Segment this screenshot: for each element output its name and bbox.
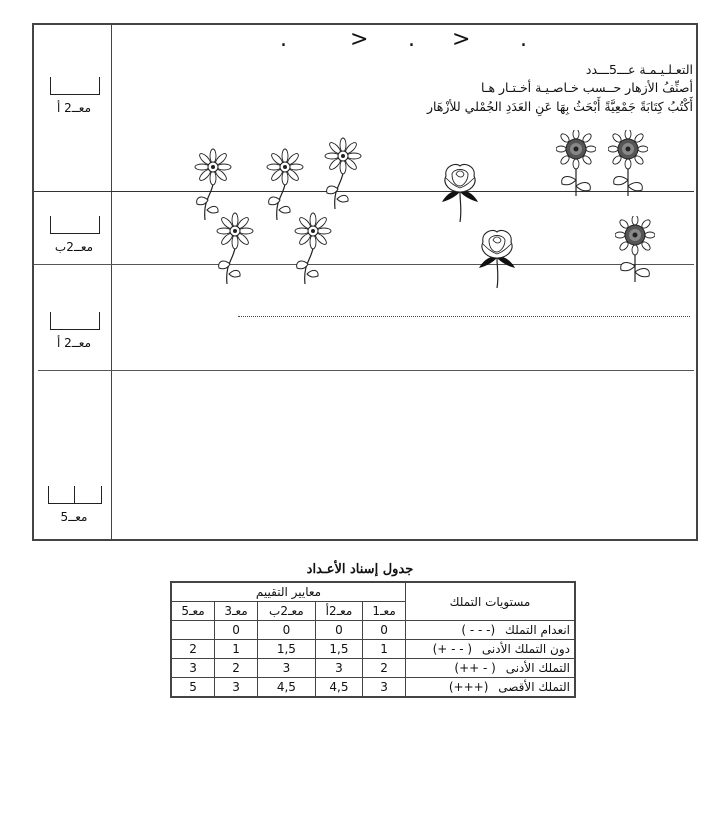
score-cell: 5: [171, 678, 215, 698]
daisy-icon: [293, 212, 333, 286]
level-cell: التملك الأدنى (++ - ): [406, 659, 576, 678]
criterion-box-4: [44, 484, 104, 524]
rose-icon: [438, 162, 482, 224]
criterion-header: معـ2أ: [315, 602, 362, 621]
criterion-label: معــ5: [60, 510, 88, 524]
col-header-levels: مستويات التملك: [406, 582, 576, 621]
symbol-dot: .: [408, 27, 415, 52]
score-cell: 2: [363, 659, 406, 678]
score-cell: 3: [215, 678, 258, 698]
score-cell: 4,5: [315, 678, 362, 698]
rose-icon: [475, 228, 519, 290]
table-row: [171, 640, 575, 659]
criterion-header: معـ5: [171, 602, 215, 621]
table-row: [171, 659, 575, 678]
score-cell: 3: [257, 659, 315, 678]
score-cell: 1: [363, 640, 406, 659]
comparison-symbols: [280, 27, 550, 55]
symbol-dot: .: [280, 27, 287, 52]
task-instruction-1: أصنِّفُ الأزهار حــسب خـاصـيـة أخـتـار هـا: [480, 80, 693, 95]
score-cell: 1,5: [257, 640, 315, 659]
answer-line[interactable]: [238, 316, 690, 317]
score-cell: 4,5: [257, 678, 315, 698]
level-cell: التملك الأقصى (+++): [406, 678, 576, 698]
criterion-box-1: [44, 75, 104, 115]
criterion-box-2: [44, 214, 104, 254]
daisy-icon: [265, 148, 305, 222]
criterion-label: معــ2 أ: [56, 101, 92, 115]
row-line-3: [38, 370, 694, 371]
score-cell: 0: [315, 621, 362, 640]
table-title: جدول إسناد الأعـداد: [306, 562, 414, 577]
score-cell: 3: [363, 678, 406, 698]
task-instruction-2: أَكْتُبُ كِتَابَةً جَمْعِيَّةً أَبْحَثُ بِهَا عَنِ العَدَدِ الجُمْلي للأزْهَار: [426, 99, 693, 114]
score-cell: 1,5: [315, 640, 362, 659]
col-header-criteria: معايير التقييم: [171, 582, 406, 602]
score-cell: 0: [215, 621, 258, 640]
criterion-header: معـ1: [363, 602, 406, 621]
table-row: [171, 621, 575, 640]
symbol-dot: .: [520, 27, 527, 52]
level-cell: انعدام التملك ( - - -): [406, 621, 576, 640]
sunflower-icon: [556, 130, 596, 198]
criterion-header: معـ2ب: [257, 602, 315, 621]
criterion-label: معــ2 أ: [56, 336, 92, 350]
daisy-icon: [323, 137, 363, 211]
daisy-icon: [215, 212, 255, 286]
score-cell: 2: [171, 640, 215, 659]
criterion-box-3: [44, 310, 104, 350]
score-cell: 0: [257, 621, 315, 640]
criterion-label: معــ2ب: [54, 240, 94, 254]
symbol-greater: >: [452, 27, 471, 52]
grading-table: [170, 581, 576, 698]
row-line-2: [34, 264, 694, 265]
criterion-header: معـ3: [215, 602, 258, 621]
sunflower-icon: [608, 130, 648, 198]
score-cell: 1: [215, 640, 258, 659]
table-row: [171, 678, 575, 698]
column-divider: [111, 23, 112, 541]
sunflower-icon: [615, 216, 655, 284]
level-cell: دون التملك الأدنى (+ - - ): [406, 640, 576, 659]
score-cell: [171, 621, 215, 640]
task-heading: التعـلـيـمـة عـــ5ـــدد: [585, 62, 693, 77]
score-cell: 2: [215, 659, 258, 678]
score-cell: 0: [363, 621, 406, 640]
score-cell: 3: [171, 659, 215, 678]
daisy-icon: [193, 148, 233, 222]
symbol-greater: >: [350, 27, 369, 52]
score-cell: 3: [315, 659, 362, 678]
